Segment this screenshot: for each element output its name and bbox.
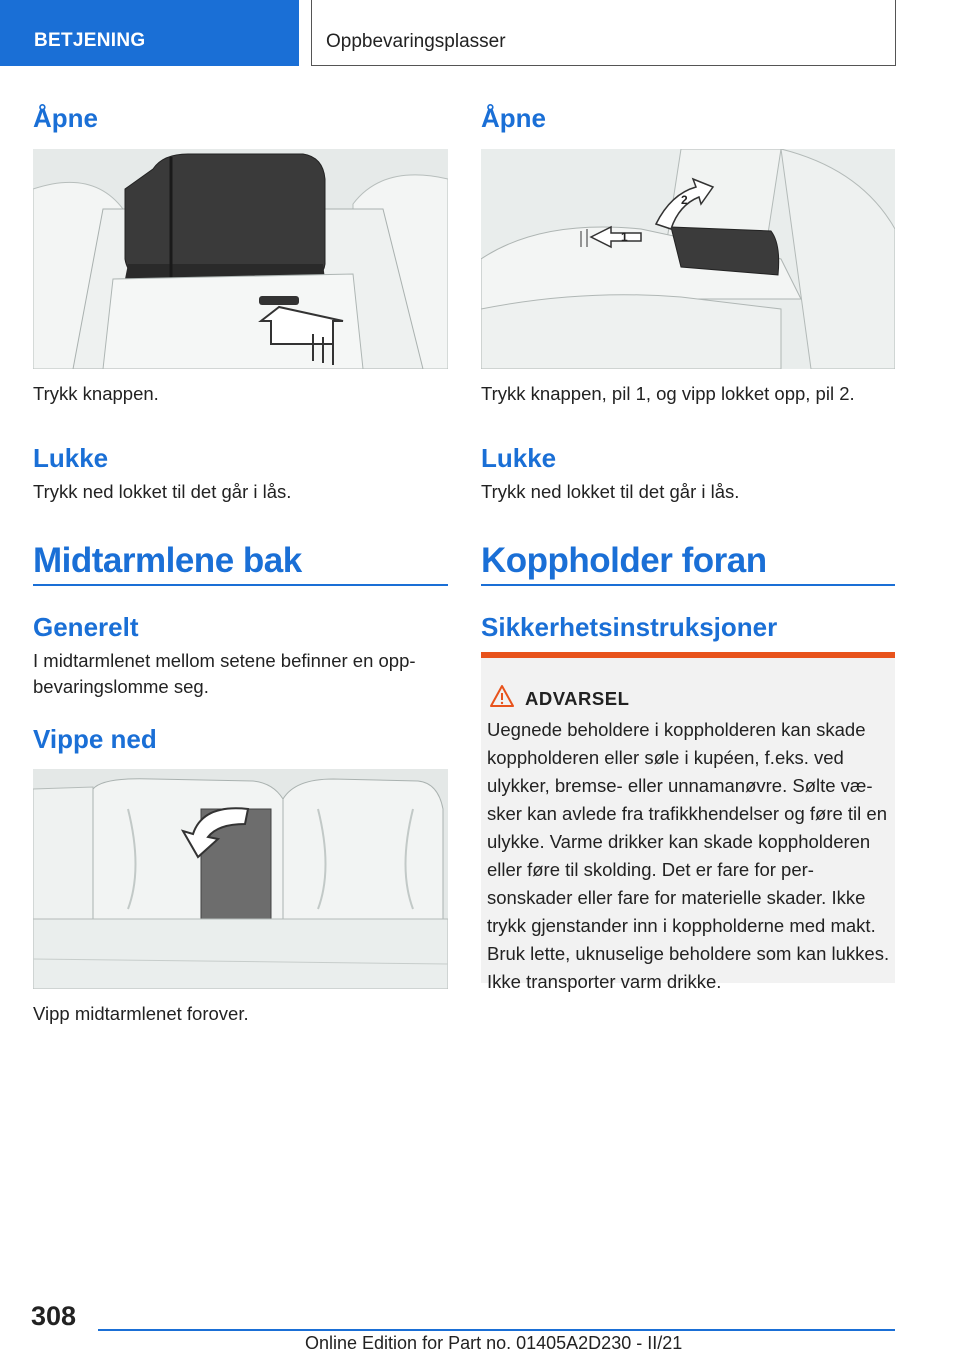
general-heading: Generelt xyxy=(33,612,139,642)
warning-title: ADVARSEL xyxy=(525,688,630,709)
arrow-2-label: 2 xyxy=(681,193,688,207)
armrest-front-image xyxy=(33,149,448,369)
section-title-rear-armrest: Midtarmlene bak xyxy=(33,541,302,580)
footer-edition: Online Edition for Part no. 01405A2D230 - II/21 xyxy=(305,1333,683,1353)
left-open-heading: Åpne xyxy=(33,103,98,133)
section-rule-right xyxy=(481,584,895,586)
section-title-cupholder: Koppholder foran xyxy=(481,541,767,580)
warning-triangle-icon xyxy=(489,684,515,708)
left-close-text: Trykk ned lokket til det går i lås. xyxy=(33,481,292,502)
warning-box xyxy=(481,652,895,992)
page-number: 308 xyxy=(31,1301,77,1331)
armrest-lid-image xyxy=(481,149,895,369)
header-section-tab xyxy=(0,0,299,66)
left-close-heading: Lukke xyxy=(33,443,109,473)
right-open-caption: Trykk knappen, pil 1, og vipp lokket opp, pil 2. xyxy=(481,383,855,404)
header-chapter-box xyxy=(311,0,896,66)
right-open-heading: Åpne xyxy=(481,103,546,133)
safety-heading: Sikkerhetsinstruksjoner xyxy=(481,612,778,642)
right-close-text: Trykk ned lokket til det går i lås. xyxy=(481,481,740,502)
fold-down-heading: Vippe ned xyxy=(33,724,157,754)
fold-down-caption: Vipp midtarmlenet forover. xyxy=(33,1003,249,1024)
section-rule-left xyxy=(33,584,448,586)
header-section-label: BETJENING xyxy=(34,30,146,51)
left-open-caption: Trykk knappen. xyxy=(33,383,159,404)
rear-seat-armrest-image xyxy=(33,769,448,989)
header-chapter-label: Oppbevaringsplasser xyxy=(326,31,506,52)
arrow-1-label: 1 xyxy=(621,230,628,244)
warning-body: Uegnede beholdere i koppholderen kan skade koppholderen eller søle i kupéen, f.eks. ved ulykker, bremse- eller unnamanøvre. Sølte væsker kan avlede fra trafikkhendelser og føre til en ulykke. Varme drikker kan skade koppholderen eller føre til skolding. Det er fare for personskader eller fare for materielle skader. Ikke trykk gjenstander inn i koppholderne med makt. Bruk lette, uknuselige beholdere som kan lukkes. Ikke transporter varm drikke. xyxy=(487,719,890,992)
general-text: I midtarmlenet mellom setene befinner en oppbevaringslomme seg. xyxy=(33,650,416,697)
footer-rule xyxy=(98,1329,895,1331)
right-close-heading: Lukke xyxy=(481,443,557,473)
